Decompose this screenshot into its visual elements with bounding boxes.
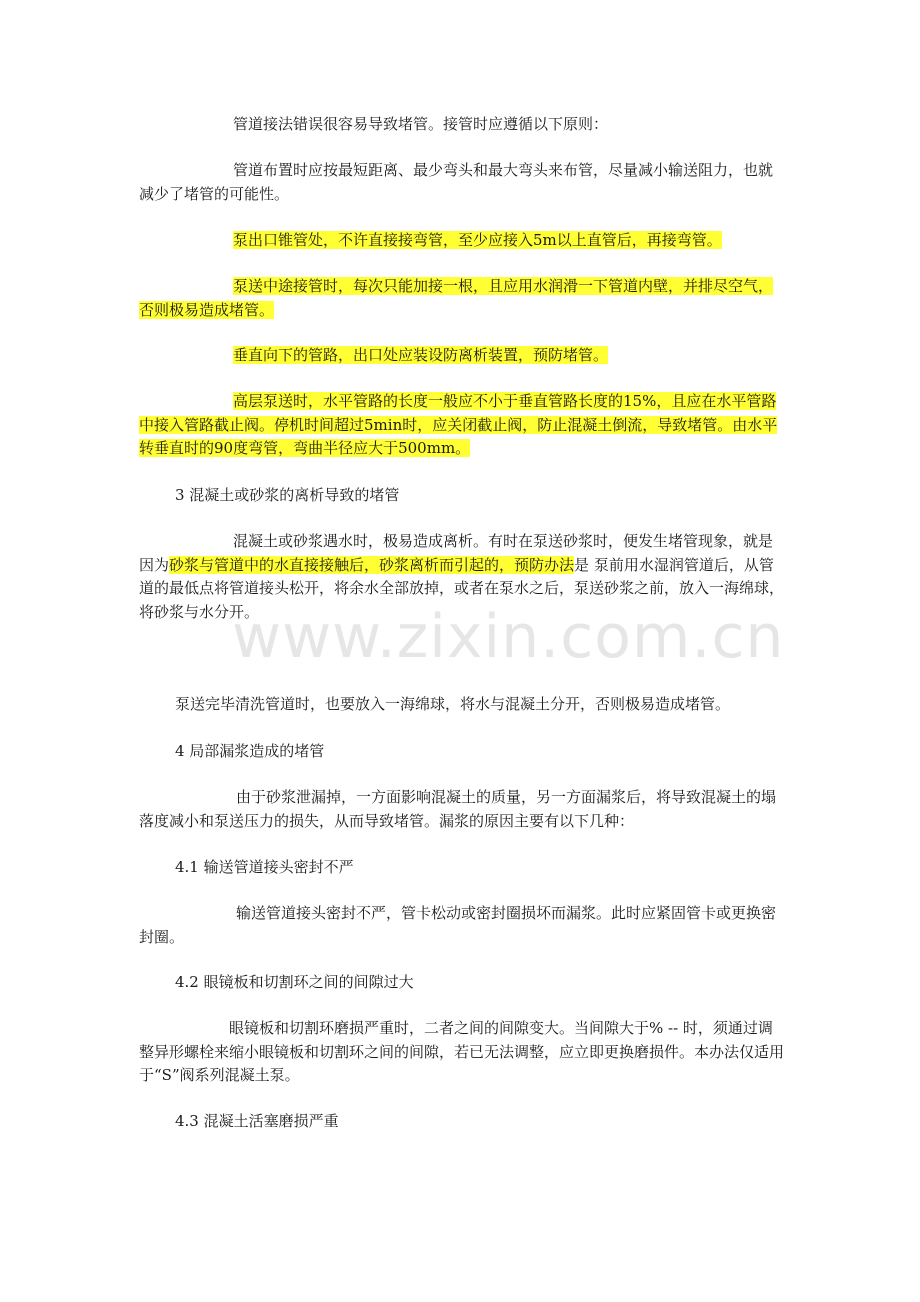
section-heading-4: 4 局部漏浆造成的堵管 [175, 742, 325, 760]
paragraph-leakage: 由于砂浆泄漏掉，一方面影响混凝土的质量，另一方面漏浆后，将导致混凝土的塌落度减小和泵送压力的损失，从而导致堵管。漏浆的原因主要有以下几种： [139, 788, 777, 830]
paragraph-pump-outlet [139, 229, 787, 253]
watermark: www.zixin.com.cn [232, 602, 785, 672]
subsection-heading-4-2: 4.2 眼镜板和切割环之间的间隙过大 [175, 973, 414, 991]
highlighted-text: 泵送中途接管时，每次只能加接一根，且应用水润滑一下管道内壁，并排尽空气，否则极易造成堵管。 [139, 277, 774, 319]
paragraph-pipe-layout: 管道布置时应按最短距离、最少弯头和最大弯头来布管，尽量减小输送阻力，也就减少了堵管的可能性。 [139, 161, 774, 203]
section-heading-3: 3 混凝土或砂浆的离析导致的堵管 [175, 486, 400, 504]
highlighted-text: 砂浆与管道中的水直接接触后，砂浆离析而引起的， [169, 555, 515, 574]
subsection-heading-4-3: 4.3 混凝土活塞磨损严重 [175, 1112, 339, 1130]
subsection-heading-4-1: 4.1 输送管道接头密封不严 [175, 858, 354, 876]
paragraph-joint-seal: 输送管道接头密封不严，管卡松动或密封圈损坏而漏浆。此时应紧固管卡或更换密封圈。 [139, 904, 777, 946]
highlighted-text: 高层泵送时，水平管路的长度一般应不小于垂直管路长度的15%，且应在水平管路中接入管路截止阀。停机时间超过5min时，应关闭截止阀，防止混凝土倒流，导致堵管。由水平转垂直时的90度弯管，弯曲半径应大于500mm。 [139, 392, 778, 457]
paragraph-cleaning: 泵送完毕清洗管道时，也要放入一海绵球，将水与混凝土分开，否则极易造成堵管。 [175, 695, 731, 713]
paragraph-high-rise-pumping [139, 390, 787, 461]
highlighted-text: 预防办法 [514, 555, 575, 574]
highlighted-text: 泵出口锥管处，不许直接接弯管，至少应接入5m以上直管后，再接弯管。 [233, 231, 722, 249]
text-run: 是 泵前用水湿润管道后，从管道的最低点将管道接头松开，将余水全部放掉，或者在泵水之后，泵送砂浆之前，放入一海绵球，将砂浆与水分开。 [139, 555, 785, 621]
paragraph-midway-connection [139, 275, 787, 322]
paragraph-pipe-connection-intro: 管道接法错误很容易导致堵管。接管时应遵循以下原则： [233, 115, 609, 133]
paragraph-segregation [139, 530, 787, 624]
paragraph-vertical-downward [139, 344, 787, 368]
highlighted-text: 垂直向下的管路，出口处应装设防离析装置，预防堵管。 [233, 346, 609, 364]
paragraph-gap: 眼镜板和切割环磨损严重时，二者之间的间隙变大。当间隙大于% -- 时，须通过调整异形螺栓来缩小眼镜板和切割环之间的间隙，若已无法调整，应立即更换磨损件。本办法仅适用于“S”阀系列混凝土泵。 [139, 1019, 785, 1084]
text-run: 混凝土或砂浆遇水时，极易造成离析。有时在泵送砂浆时，便发生堵管现象，就是因为 [139, 532, 774, 574]
